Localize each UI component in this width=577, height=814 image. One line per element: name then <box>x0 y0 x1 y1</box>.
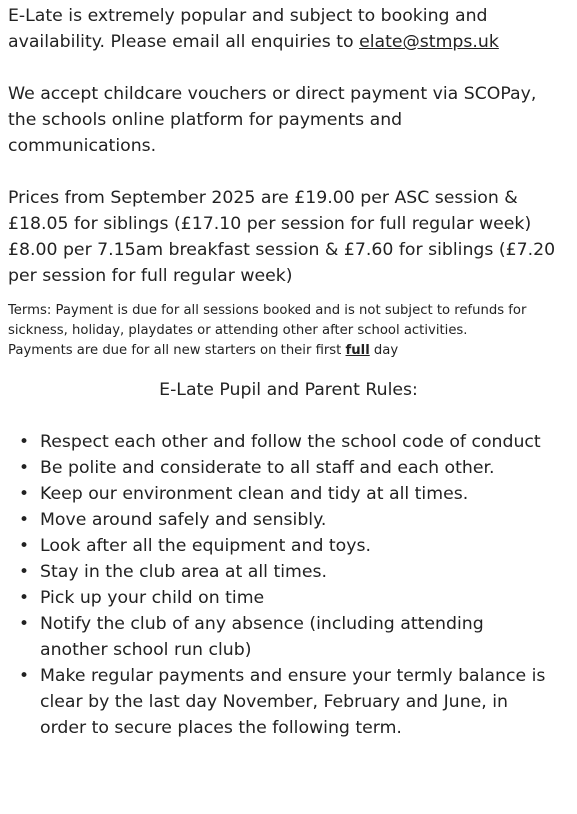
rule-item-line: Move around safely and sensibly. <box>40 510 327 530</box>
rule-item-line: Stay in the club area at all times. <box>40 562 327 582</box>
payment-line-3: communications. <box>8 136 157 156</box>
bullet-icon: • <box>19 432 30 452</box>
rule-item <box>8 507 577 533</box>
rule-item-line: Keep our environment clean and tidy at all times. <box>40 484 469 504</box>
intro-line-2 <box>8 29 577 55</box>
rule-item <box>8 611 577 663</box>
bullet-icon: • <box>19 510 30 530</box>
prices-line-2: £18.05 for siblings (£17.10 per session for full regular week) <box>8 214 532 234</box>
prices-paragraph <box>8 185 577 289</box>
rule-item <box>8 429 577 455</box>
prices-line-3: £8.00 per 7.15am breakfast session & £7.60 for siblings (£7.20 <box>8 240 556 260</box>
intro-paragraph <box>8 3 577 55</box>
bullet-icon: • <box>19 458 30 478</box>
terms-line-1: Terms: Payment is due for all sessions booked and is not subject to refunds for <box>8 303 527 318</box>
payment-line-2: the schools online platform for payments and <box>8 110 403 130</box>
bullet-icon: • <box>19 614 30 634</box>
terms-line-3-start: Payments are due for all new starters on their first <box>8 343 346 358</box>
spacer <box>8 55 577 81</box>
rule-item-line: order to secure places the following term. <box>40 718 402 738</box>
payment-paragraph <box>8 81 577 159</box>
bullet-icon: • <box>19 666 30 686</box>
bullet-icon: • <box>19 562 30 582</box>
rules-list <box>8 429 577 741</box>
rule-item <box>8 663 577 741</box>
terms-paragraph <box>8 301 577 361</box>
rule-item-line: Be polite and considerate to all staff and each other. <box>40 458 495 478</box>
prices-line-4: per session for full regular week) <box>8 266 293 286</box>
spacer <box>8 159 577 185</box>
rule-item-line: clear by the last day November, February and June, in <box>40 692 508 712</box>
intro-line-1: E-Late is extremely popular and subject to booking and <box>8 6 488 26</box>
rule-item <box>8 455 577 481</box>
terms-full-emphasis: full <box>345 343 370 358</box>
rule-item-line: Look after all the equipment and toys. <box>40 536 371 556</box>
rule-item <box>8 533 577 559</box>
rule-item-line: Make regular payments and ensure your termly balance is <box>40 666 546 686</box>
bullet-icon: • <box>19 536 30 556</box>
intro-line-2-text: availability. Please email all enquiries to <box>8 32 360 52</box>
rule-item-line: another school run club) <box>40 640 252 660</box>
rule-item-line: Pick up your child on time <box>40 588 265 608</box>
email-link[interactable]: elate@stmps.uk <box>359 32 499 52</box>
payment-line-1: We accept childcare vouchers or direct payment via SCOPay, <box>8 84 537 104</box>
bullet-icon: • <box>19 588 30 608</box>
rule-item <box>8 481 577 507</box>
prices-line-1: Prices from September 2025 are £19.00 per ASC session & <box>8 188 518 208</box>
terms-line-3 <box>8 341 577 361</box>
rules-heading: E-Late Pupil and Parent Rules: <box>159 380 418 400</box>
terms-line-2: sickness, holiday, playdates or attending other after school activities. <box>8 323 468 338</box>
rule-item-line: Respect each other and follow the school code of conduct <box>40 432 541 452</box>
bullet-icon: • <box>19 484 30 504</box>
rule-item-line: Notify the club of any absence (including attending <box>40 614 484 634</box>
terms-line-3-end: day <box>369 343 399 358</box>
rule-item <box>8 559 577 585</box>
rule-item <box>8 585 577 611</box>
